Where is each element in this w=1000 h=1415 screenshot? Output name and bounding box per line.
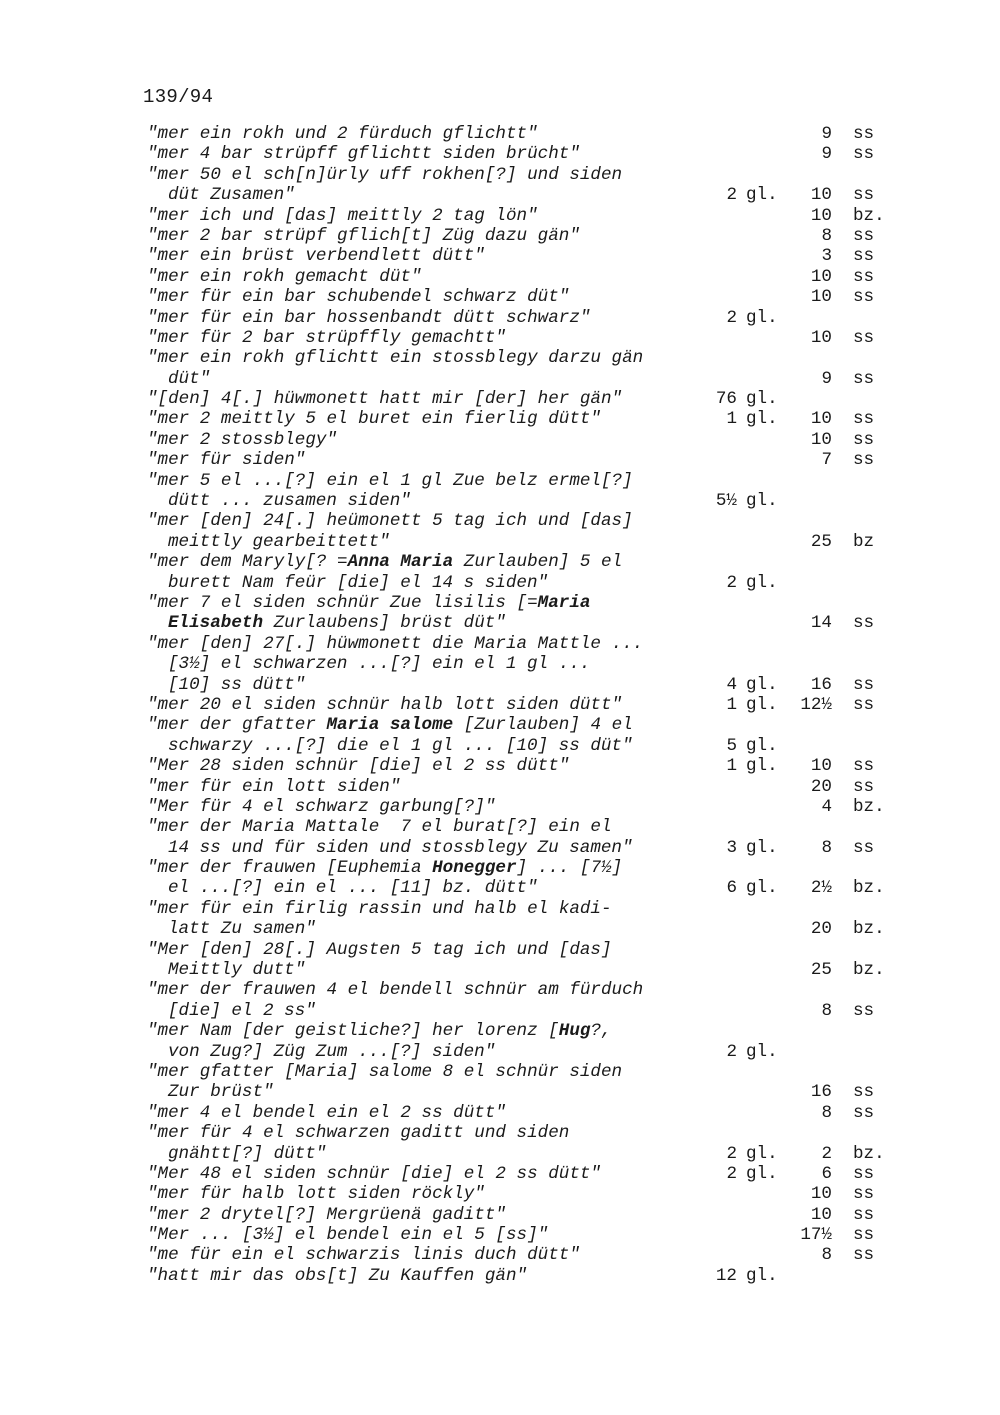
entry-description <box>147 308 590 328</box>
entry-text: Zurlaubens] brüst düt" <box>263 613 506 634</box>
entry-description <box>147 695 622 715</box>
schilling-amount: 14 <box>810 613 832 634</box>
ledger-row-continuation <box>0 1042 1000 1062</box>
ledger-row-continuation <box>0 1082 1000 1102</box>
entry-text: "mer für halb lott siden röckly" <box>147 1184 485 1205</box>
gulden-amount: 1 <box>726 409 737 430</box>
gulden-unit: gl. <box>746 674 778 695</box>
schilling-amount: 10 <box>810 185 832 206</box>
gulden-unit: gl. <box>746 1041 778 1062</box>
entry-description <box>168 491 411 511</box>
gulden-amount: 5 <box>726 735 737 756</box>
schilling-amount: 8 <box>821 225 832 246</box>
entry-text: "mer der frauwen [Euphemia <box>147 858 433 879</box>
ledger-row <box>0 1205 1000 1225</box>
ledger-row <box>0 124 1000 144</box>
entry-description <box>147 715 633 735</box>
ledger-row <box>0 389 1000 409</box>
schilling-amount: 8 <box>821 837 832 858</box>
schilling-amount: 20 <box>810 919 832 940</box>
gulden-unit: gl. <box>746 389 778 410</box>
entry-description <box>147 1021 612 1041</box>
schilling-unit: ss <box>853 1000 875 1021</box>
entry-text: "mer für 4 el schwarzen gaditt und siden <box>147 1123 570 1144</box>
gulden-amount: 3 <box>726 837 737 858</box>
gulden-amount: 2 <box>726 307 737 328</box>
ledger-row-continuation <box>0 838 1000 858</box>
gulden-amount: 1 <box>726 694 737 715</box>
entry-text: dütt ... zusamen siden" <box>168 491 411 512</box>
schilling-amount: 10 <box>810 1204 832 1225</box>
entry-text: "Mer für 4 el schwarz garbung[?]" <box>147 796 496 817</box>
schilling-unit: ss <box>853 1102 875 1123</box>
entry-text: "mer Nam [der geistliche?] her lorenz [ <box>147 1021 559 1042</box>
gulden-unit: gl. <box>746 572 778 593</box>
gulden-amount: 12 <box>715 1265 737 1286</box>
ledger-row <box>0 1021 1000 1041</box>
page-number: 139/94 <box>143 86 214 108</box>
entry-description <box>168 878 538 898</box>
entry-description <box>168 919 316 939</box>
schilling-unit: bz. <box>853 919 885 940</box>
entry-description <box>147 1266 527 1286</box>
entry-description <box>168 838 633 858</box>
schilling-unit: bz. <box>853 960 885 981</box>
entry-text: "Mer ... [3½] el bendel ein el 5 [ss]" <box>147 1225 549 1246</box>
schilling-amount: 10 <box>810 409 832 430</box>
entry-text: "mer für siden" <box>147 450 306 471</box>
entry-description <box>147 206 538 226</box>
highlighted-name: Elisabeth <box>168 613 264 634</box>
entry-description <box>147 1184 485 1204</box>
gulden-amount: 1 <box>726 756 737 777</box>
entry-text: "Mer [den] 28[.] Augsten 5 tag ich und [das] <box>147 939 612 960</box>
entry-description <box>147 165 622 185</box>
highlighted-name: Hug <box>558 1021 591 1042</box>
ledger-row <box>0 980 1000 1000</box>
schilling-amount: 10 <box>810 1184 832 1205</box>
entry-description <box>147 1164 601 1184</box>
schilling-unit: ss <box>853 694 875 715</box>
entry-description <box>147 226 580 246</box>
schilling-unit: bz. <box>853 205 885 226</box>
entry-description <box>147 858 622 878</box>
entry-text: "mer 2 drytel[?] Mergrüenä gaditt" <box>147 1204 506 1225</box>
entry-description <box>147 593 590 613</box>
ledger-row <box>0 899 1000 919</box>
entry-text: [3½] el schwarzen ...[?] ein el 1 gl ... <box>168 654 591 675</box>
entry-description <box>147 389 622 409</box>
schilling-amount: 17½ <box>800 1225 832 1246</box>
ledger-row <box>0 144 1000 164</box>
schilling-unit: bz. <box>853 1143 885 1164</box>
entry-text: "mer der frauwen 4 el bendell schnür am fürduch <box>147 980 644 1001</box>
entry-description <box>168 960 305 980</box>
entry-description <box>168 573 548 593</box>
schilling-amount: 9 <box>821 124 832 144</box>
entry-text: düt Zusamen" <box>168 185 295 206</box>
schilling-unit: ss <box>853 776 875 797</box>
entry-text: ?, <box>590 1021 612 1042</box>
ledger-row <box>0 165 1000 185</box>
entry-text: düt" <box>168 368 211 389</box>
schilling-unit: ss <box>853 185 875 206</box>
gulden-amount: 76 <box>715 389 737 410</box>
schilling-amount: 16 <box>810 674 832 695</box>
ledger-row <box>0 593 1000 613</box>
entry-description <box>147 797 495 817</box>
entry-description <box>147 899 612 919</box>
gulden-unit: gl. <box>746 756 778 777</box>
ledger-row <box>0 1103 1000 1123</box>
entry-text: "mer gfatter [Maria] salome 8 el schnür siden <box>147 1061 623 1082</box>
entry-text: "mer ich und [das] meittly 2 tag lön" <box>147 205 538 226</box>
entry-description <box>147 552 622 572</box>
schilling-unit: ss <box>853 837 875 858</box>
highlighted-name: Maria <box>537 592 591 613</box>
ledger-row <box>0 471 1000 491</box>
highlighted-name: Honegger <box>432 858 517 879</box>
entry-text: "mer [den] 27[.] hüwmonett die Maria Mattle ... <box>147 633 644 654</box>
schilling-unit: bz. <box>853 878 885 899</box>
entry-description <box>147 634 643 654</box>
ledger-row <box>0 1266 1000 1286</box>
gulden-amount: 2 <box>726 572 737 593</box>
entry-description <box>168 675 305 695</box>
gulden-amount: 4 <box>726 674 737 695</box>
schilling-amount: 2½ <box>810 878 832 899</box>
gulden-unit: gl. <box>746 1265 778 1286</box>
entry-text: schwarzy ...[?] die el 1 gl ... [10] ss düt" <box>168 735 633 756</box>
ledger-row-continuation <box>0 736 1000 756</box>
schilling-amount: 10 <box>810 327 832 348</box>
ledger-row-continuation <box>0 1001 1000 1021</box>
schilling-unit: ss <box>853 450 875 471</box>
gulden-unit: gl. <box>746 735 778 756</box>
gulden-unit: gl. <box>746 185 778 206</box>
entry-text: "mer 4 el bendel ein el 2 ss dütt" <box>147 1102 506 1123</box>
ledger-row <box>0 777 1000 797</box>
entry-description <box>168 532 390 552</box>
schilling-amount: 7 <box>821 450 832 471</box>
ledger-row <box>0 287 1000 307</box>
entry-text: "mer für ein bar schubendel schwarz düt" <box>147 287 570 308</box>
entry-text: meittly gearbeittett" <box>168 531 390 552</box>
ledger-row <box>0 267 1000 287</box>
ledger-row <box>0 511 1000 531</box>
schilling-unit: ss <box>853 1163 875 1184</box>
highlighted-name: Maria salome <box>326 715 454 736</box>
schilling-unit: ss <box>853 1082 875 1103</box>
ledger-row-continuation <box>0 532 1000 552</box>
entry-text: "me für ein el schwarzis linis duch dütt" <box>147 1245 580 1266</box>
entry-description <box>147 511 633 531</box>
schilling-unit: ss <box>853 327 875 348</box>
entry-text: ] ... [7½] <box>516 858 623 879</box>
ledger-row-continuation <box>0 654 1000 674</box>
schilling-unit: ss <box>853 1245 875 1266</box>
schilling-unit: ss <box>853 1184 875 1205</box>
entry-description <box>168 1144 326 1164</box>
entry-description <box>147 940 612 960</box>
gulden-amount: 2 <box>726 1041 737 1062</box>
gulden-amount: 2 <box>726 1163 737 1184</box>
entry-description <box>147 450 305 470</box>
entry-text: "mer ein rokh und 2 fürduch gflichtt" <box>147 124 538 144</box>
entry-text: "mer für ein firlig rassin und halb el kadi- <box>147 898 612 919</box>
entry-description <box>168 1042 495 1062</box>
ledger-row <box>0 1225 1000 1245</box>
entry-text: "mer für ein lott siden" <box>147 776 401 797</box>
schilling-amount: 12½ <box>800 694 832 715</box>
entry-description <box>147 756 569 776</box>
entry-description <box>147 817 612 837</box>
ledger-entries <box>0 124 1000 1286</box>
ledger-row <box>0 552 1000 572</box>
ledger-row-continuation <box>0 1144 1000 1164</box>
entry-description <box>147 980 643 1000</box>
ledger-row <box>0 348 1000 368</box>
schilling-unit: bz <box>853 531 875 552</box>
gulden-unit: gl. <box>746 1143 778 1164</box>
schilling-amount: 16 <box>810 1082 832 1103</box>
ledger-row-continuation <box>0 878 1000 898</box>
entry-text: Zur brüst" <box>168 1082 274 1103</box>
schilling-amount: 8 <box>821 1245 832 1266</box>
ledger-row <box>0 430 1000 450</box>
entry-description <box>147 471 633 491</box>
entry-text: "[den] 4[.] hüwmonett hatt mir [der] her gän" <box>147 389 623 410</box>
entry-text: "mer 50 el sch[n]ürly uff rokhen[?] und siden <box>147 164 623 185</box>
entry-text: el ...[?] ein el ... [11] bz. dütt" <box>168 878 538 899</box>
gulden-amount: 2 <box>726 1143 737 1164</box>
entry-text: 14 ss und für siden und stossblegy Zu samen" <box>168 837 633 858</box>
ledger-row <box>0 940 1000 960</box>
entry-text: Zurlauben] 5 el <box>453 552 623 573</box>
entry-description <box>168 369 210 389</box>
entry-description <box>168 1001 316 1021</box>
entry-description <box>168 736 633 756</box>
gulden-unit: gl. <box>746 694 778 715</box>
ledger-row <box>0 1123 1000 1143</box>
ledger-row <box>0 450 1000 470</box>
entry-text: "mer für 2 bar strüpffly gemachtt" <box>147 327 506 348</box>
ledger-row <box>0 695 1000 715</box>
schilling-unit: ss <box>853 409 875 430</box>
entry-description <box>147 1225 548 1245</box>
entry-text: "Mer 28 siden schnür [die] el 2 ss dütt" <box>147 756 570 777</box>
schilling-amount: 9 <box>821 144 832 165</box>
entry-text: Meittly dutt" <box>168 960 306 981</box>
entry-description <box>147 144 580 164</box>
ledger-row <box>0 715 1000 735</box>
entry-description <box>147 409 601 429</box>
schilling-unit: ss <box>853 1204 875 1225</box>
schilling-unit: ss <box>853 756 875 777</box>
highlighted-name: Anna Maria <box>347 552 454 573</box>
schilling-amount: 9 <box>821 368 832 389</box>
entry-text: "mer für ein bar hossenbandt dütt schwarz" <box>147 307 591 328</box>
ledger-row <box>0 206 1000 226</box>
schilling-unit: ss <box>853 287 875 308</box>
entry-text: "mer 7 el siden schnür Zue lisilis [= <box>147 592 538 613</box>
entry-text: "mer ein rokh gflichtt ein stossblegy darzu gän <box>147 348 644 369</box>
gulden-amount: 6 <box>726 878 737 899</box>
entry-text: burett Nam feür [die] el 14 s siden" <box>168 572 549 593</box>
ledger-row-continuation <box>0 369 1000 389</box>
ledger-row-continuation <box>0 185 1000 205</box>
schilling-amount: 10 <box>810 756 832 777</box>
gulden-unit: gl. <box>746 1163 778 1184</box>
schilling-amount: 4 <box>821 796 832 817</box>
entry-description <box>147 1103 506 1123</box>
ledger-row <box>0 328 1000 348</box>
entry-description <box>147 348 643 368</box>
entry-text: "mer dem Maryly[? = <box>147 552 348 573</box>
entry-text: "mer der Maria Mattale 7 el burat[?] ein el <box>147 817 612 838</box>
schilling-amount: 3 <box>821 246 832 267</box>
entry-text: "mer 20 el siden schnür halb lott siden dütt" <box>147 694 623 715</box>
schilling-unit: ss <box>853 246 875 267</box>
entry-description <box>147 1205 506 1225</box>
ledger-row <box>0 1164 1000 1184</box>
ledger-row <box>0 797 1000 817</box>
entry-description <box>147 287 569 307</box>
gulden-unit: gl. <box>746 307 778 328</box>
entry-description <box>168 1082 274 1102</box>
entry-description <box>147 1245 580 1265</box>
gulden-unit: gl. <box>746 491 778 512</box>
ledger-row <box>0 1184 1000 1204</box>
schilling-amount: 8 <box>821 1000 832 1021</box>
entry-description <box>147 777 400 797</box>
ledger-row-continuation <box>0 675 1000 695</box>
ledger-row <box>0 226 1000 246</box>
entry-text: "mer 2 bar strüpf gflich[t] Züg dazu gän" <box>147 225 580 246</box>
ledger-row-continuation <box>0 960 1000 980</box>
gulden-amount: 5½ <box>715 491 737 512</box>
ledger-row-continuation <box>0 613 1000 633</box>
entry-text: latt Zu samen" <box>168 919 316 940</box>
entry-description <box>147 1062 622 1082</box>
schilling-unit: ss <box>853 124 875 144</box>
gulden-amount: 2 <box>726 185 737 206</box>
schilling-unit: ss <box>853 368 875 389</box>
schilling-unit: ss <box>853 225 875 246</box>
gulden-unit: gl. <box>746 409 778 430</box>
entry-text: "mer 2 stossblegy" <box>147 429 338 450</box>
gulden-unit: gl. <box>746 837 778 858</box>
ledger-row <box>0 817 1000 837</box>
schilling-unit: ss <box>853 144 875 165</box>
entry-text: "mer 2 meittly 5 el buret ein fierlig dütt" <box>147 409 601 430</box>
entry-description <box>168 613 506 633</box>
schilling-unit: ss <box>853 674 875 695</box>
entry-description <box>147 267 422 287</box>
schilling-amount: 10 <box>810 266 832 287</box>
entry-description <box>168 185 295 205</box>
schilling-amount: 6 <box>821 1163 832 1184</box>
entry-text: [10] ss dütt" <box>168 674 306 695</box>
entry-text: von Zug?] Züg Zum ...[?] siden" <box>168 1041 496 1062</box>
entry-text: "mer 4 bar strüpff gflichtt siden brücht" <box>147 144 580 165</box>
schilling-amount: 25 <box>810 960 832 981</box>
schilling-unit: ss <box>853 613 875 634</box>
ledger-row <box>0 1062 1000 1082</box>
entry-text: "mer ein brüst verbendlett dütt" <box>147 246 485 267</box>
ledger-row-continuation <box>0 491 1000 511</box>
schilling-unit: ss <box>853 266 875 287</box>
schilling-amount: 20 <box>810 776 832 797</box>
entry-text: "hatt mir das obs[t] Zu Kauffen gän" <box>147 1265 528 1286</box>
schilling-unit: bz. <box>853 796 885 817</box>
schilling-amount: 10 <box>810 287 832 308</box>
entry-text: "mer [den] 24[.] heümonett 5 tag ich und [das] <box>147 511 633 532</box>
ledger-row <box>0 1245 1000 1265</box>
entry-text: gnähtt[?] dütt" <box>168 1143 327 1164</box>
ledger-row <box>0 858 1000 878</box>
entry-description <box>147 430 337 450</box>
entry-description <box>147 124 538 144</box>
entry-description <box>168 654 590 674</box>
ledger-row <box>0 409 1000 429</box>
schilling-amount: 8 <box>821 1102 832 1123</box>
entry-description <box>147 1123 569 1143</box>
schilling-amount: 10 <box>810 429 832 450</box>
ledger-row <box>0 246 1000 266</box>
gulden-unit: gl. <box>746 878 778 899</box>
entry-text: [Zurlauben] 4 el <box>453 715 633 736</box>
entry-text: [die] el 2 ss" <box>168 1000 316 1021</box>
entry-description <box>147 328 506 348</box>
schilling-amount: 10 <box>810 205 832 226</box>
ledger-row-continuation <box>0 573 1000 593</box>
entry-description <box>147 246 485 266</box>
entry-text: "Mer 48 el siden schnür [die] el 2 ss dütt" <box>147 1163 601 1184</box>
schilling-unit: ss <box>853 1225 875 1246</box>
schilling-amount: 25 <box>810 531 832 552</box>
ledger-row <box>0 308 1000 328</box>
ledger-row <box>0 756 1000 776</box>
entry-text: "mer 5 el ...[?] ein el 1 gl Zue belz ermel[?] <box>147 470 633 491</box>
schilling-amount: 2 <box>821 1143 832 1164</box>
ledger-row <box>0 634 1000 654</box>
ledger-row-continuation <box>0 919 1000 939</box>
entry-text: "mer ein rokh gemacht düt" <box>147 266 422 287</box>
schilling-unit: ss <box>853 429 875 450</box>
entry-text: "mer der gfatter <box>147 715 327 736</box>
